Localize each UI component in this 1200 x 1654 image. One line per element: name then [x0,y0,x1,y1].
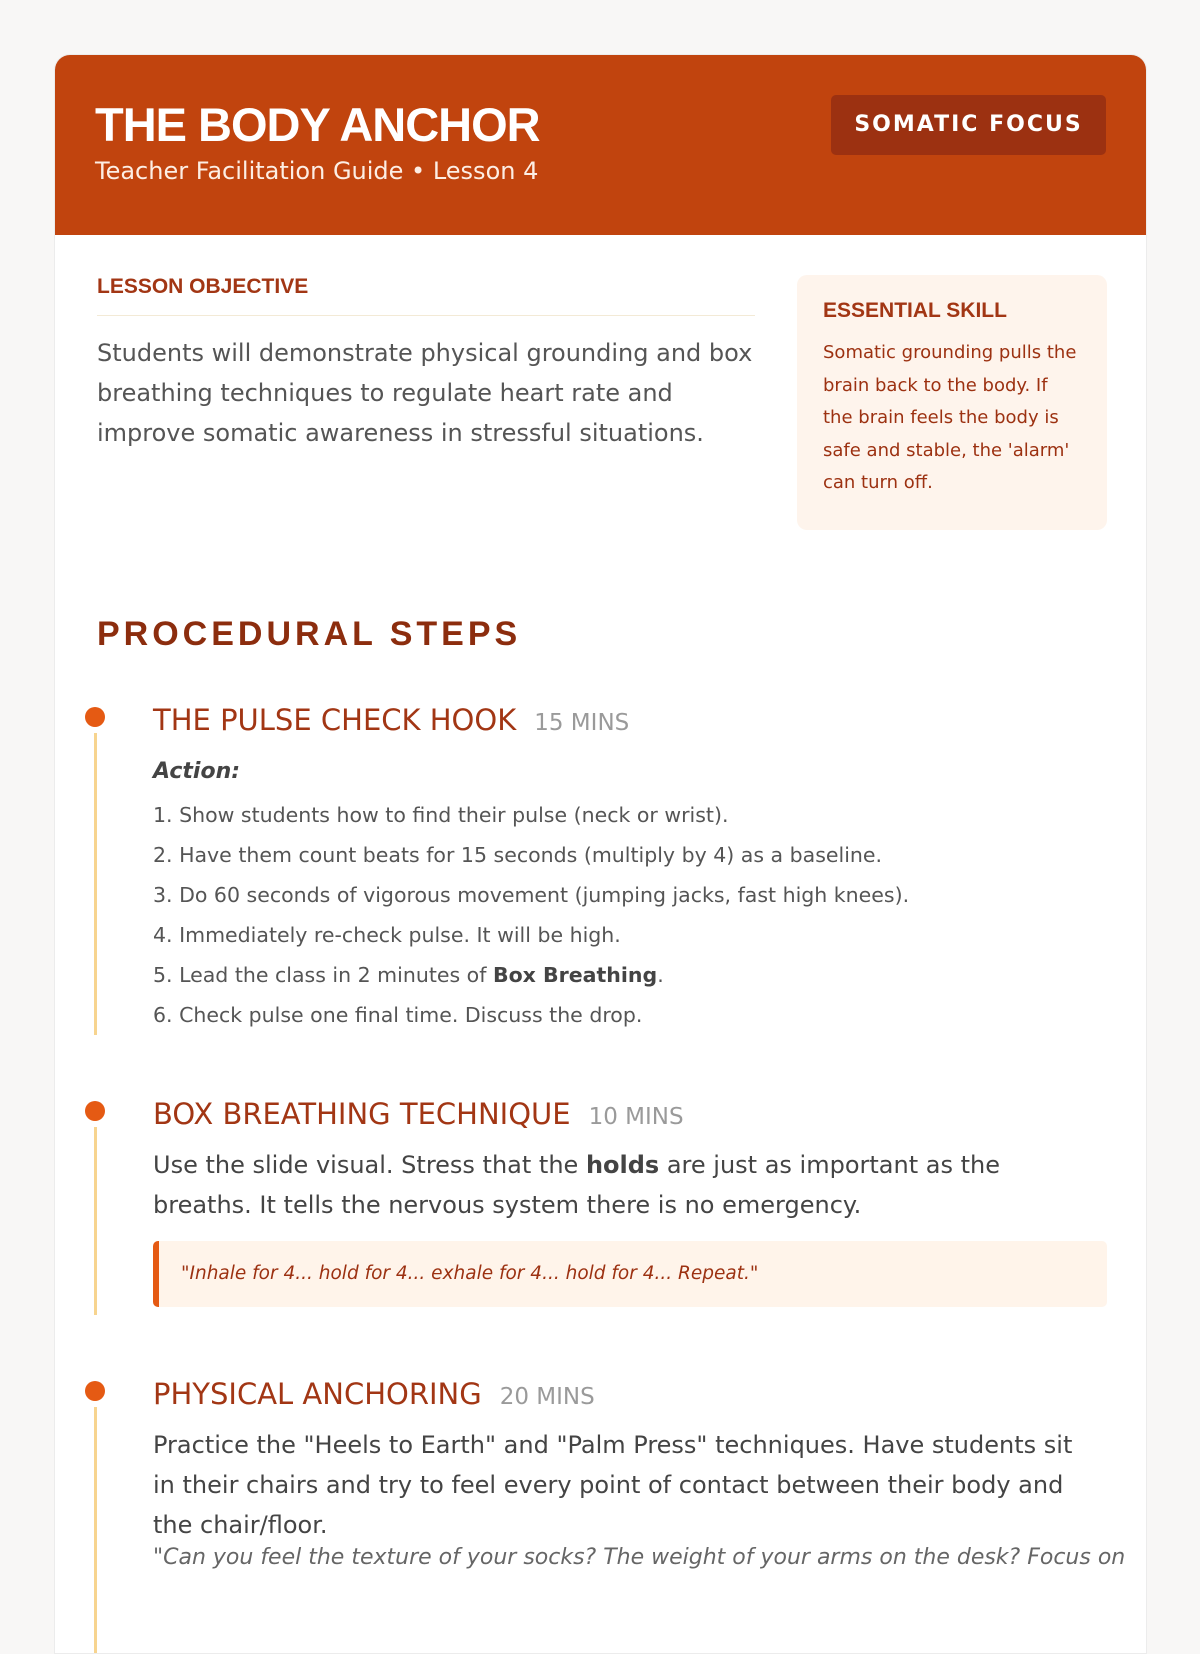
timeline-line [94,733,97,1035]
lesson-title: THE BODY ANCHOR [95,98,540,151]
objective-divider [97,315,755,316]
step-header [153,1097,684,1131]
action-label: Action: [153,759,241,784]
procedural-steps-heading: PROCEDURAL STEPS [97,615,522,653]
list-item: 6. Check pulse one final time. Discuss the drop. [153,1003,643,1027]
list-item: 3. Do 60 seconds of vigorous movement (jumping jacks, fast high knees). [153,883,910,907]
essential-skill-box [797,275,1107,530]
step-duration: 10 MINS [588,1104,684,1130]
skill-text: Somatic grounding pulls the brain back to the body. If the brain feels the body is safe and stable, the 'alarm' can turn off. [823,342,1077,493]
step-description: Practice the "Heels to Earth" and "Palm Press" techniques. Have students sit in their chairs and try to feel every point of contact between their body and the chair/floor. [153,1431,1073,1539]
emphasis-holds: holds [585,1151,660,1179]
script-quote: "Inhale for 4... hold for 4... exhale for 4... hold for 4... Repeat." [153,1241,1107,1307]
step-description: Use the slide visual. Stress that the holds are just as important as the breaths. It tells the nervous system there is no emergency. [153,1151,1000,1219]
timeline-line [94,1407,97,1654]
step-title: PHYSICAL ANCHORING [153,1377,482,1411]
objective-text: Students will demonstrate physical grounding and box breathing techniques to regulate heart rate and improve somatic awareness in stressful situations. [97,339,753,447]
step-title: BOX BREATHING TECHNIQUE [153,1097,571,1131]
timeline-dot [85,707,105,727]
lesson-subtitle: Teacher Facilitation Guide • Lesson 4 [95,157,539,185]
action-list [153,795,909,1035]
step-title: THE PULSE CHECK HOOK [153,703,517,737]
step-header [153,1377,595,1411]
list-item: 1. Show students how to find their pulse (neck or wrist). [153,803,729,827]
script-quote: "Can you feel the texture of your socks? The weight of your arms on the desk? Focus on [153,1545,1126,1570]
emphasis-box-breathing: Box Breathing [492,963,658,987]
focus-badge: SOMATIC FOCUS [831,95,1106,155]
step-duration: 15 MINS [534,710,630,736]
timeline-line [94,1127,97,1315]
list-item: 2. Have them count beats for 15 seconds (multiply by 4) as a baseline. [153,843,883,867]
list-item: 5. Lead the class in 2 minutes of Box Breathing. [153,963,664,987]
objective-label: LESSON OBJECTIVE [97,275,309,298]
timeline-dot [85,1101,105,1121]
timeline-dot [85,1381,105,1401]
lesson-card [54,54,1147,1654]
skill-label: ESSENTIAL SKILL [823,299,1007,322]
lesson-header [55,55,1146,235]
step-header [153,703,629,737]
step-duration: 20 MINS [499,1384,595,1410]
list-item: 4. Immediately re-check pulse. It will be high. [153,923,621,947]
